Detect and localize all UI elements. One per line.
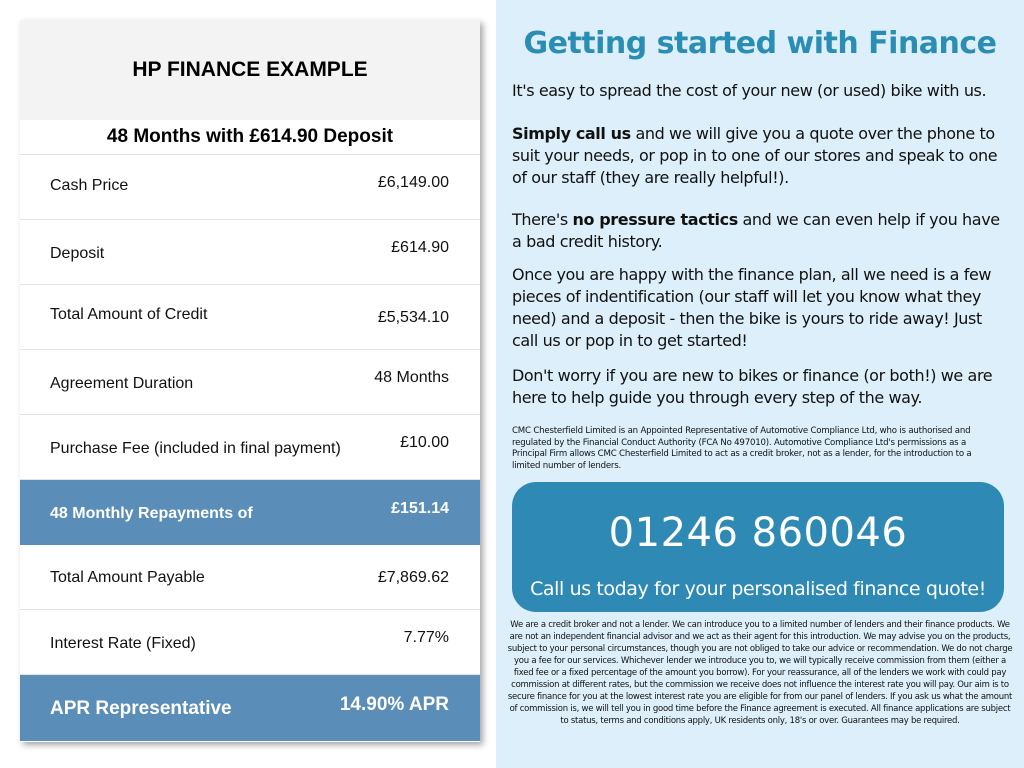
no-pressure-start: There's <box>512 210 573 229</box>
row-value: 14.90% APR <box>339 694 449 715</box>
row-label: Total Amount of Credit <box>50 306 208 323</box>
row-interest-rate <box>20 610 480 675</box>
call-us-paragraph <box>512 123 1012 189</box>
finance-plan-paragraph: Once you are happy with the finance plan, all we need is a few pieces of indentification (our staff will let you know what they need) and a deposit - then the bike is yours to ride away! Just call us or pop in to get started! <box>512 265 992 350</box>
call-us-box[interactable] <box>512 482 1004 612</box>
row-deposit <box>20 220 480 285</box>
finance-example-subtitle: 48 Months with £614.90 Deposit <box>20 120 480 155</box>
row-label: Deposit <box>50 245 105 262</box>
no-pressure-text: and we can even help if you have a bad credit history. <box>512 210 1000 251</box>
call-us-bold: Simply call us <box>512 124 631 143</box>
row-value: 7.77% <box>403 629 449 646</box>
call-to-action: Call us today for your personalised finance quote! <box>530 578 986 600</box>
row-label: Purchase Fee (included in final payment) <box>50 440 341 457</box>
row-value: £5,534.10 <box>377 309 449 326</box>
credit-broker-disclaimer: We are a credit broker and not a lender. We can introduce you to a limited number of lenders and their finance products. We are not an independent financial advisor and we act as their agent for this introduction. We may advise you on the products, subject to your personal circumstances, though you are not obliged to take our advice or recommendation. We do not charge you a fee for our services. Whichever lender we introduce you to, we will typically receive commission from them (either a fixed fee or a fixed percentage of the amount you borrow). For your reassurance, all of the lenders we work with could pay commission at different rates, but the commission we receive does not influence the interest rate you will pay. Our aim is to secure finance for you at the lowest interest rate you are eligible for from our panel of lenders. If you ask us what the amount of commission is, we will tell you in good time before the Finance agreement is executed. All finance applications are subject to status, terms and conditions apply, UK residents only, 18's or over. Guarantees may be required. <box>507 620 1013 726</box>
row-cash-price <box>20 155 480 220</box>
phone-number[interactable]: 01246 860046 <box>608 510 908 556</box>
no-pressure-paragraph <box>512 209 1012 253</box>
row-label: Total Amount Payable <box>50 569 205 586</box>
finance-example-card <box>20 20 480 742</box>
finance-example-title: HP FINANCE EXAMPLE <box>20 20 480 120</box>
row-value: £614.90 <box>391 239 449 256</box>
row-label: APR Representative <box>50 698 232 719</box>
row-label: Agreement Duration <box>50 375 194 392</box>
row-value: 48 Months <box>374 369 449 386</box>
row-monthly-repayments <box>20 480 480 545</box>
row-total-payable <box>20 545 480 610</box>
row-value: £151.14 <box>391 499 449 517</box>
row-value: £6,149.00 <box>377 174 449 191</box>
row-value: £10.00 <box>400 434 449 451</box>
call-us-text: and we will give you a quote over the phone to suit your needs, or pop in to one of our stores and speak to one of our staff (they are really helpful!). <box>512 124 998 187</box>
row-label: Interest Rate (Fixed) <box>50 635 196 652</box>
no-pressure-bold: no pressure tactics <box>572 210 738 229</box>
row-purchase-fee <box>20 415 480 480</box>
row-value: £7,869.62 <box>377 569 449 586</box>
finance-info-panel <box>496 0 1024 768</box>
reassurance-paragraph: Don't worry if you are new to bikes or finance (or both!) we are here to help guide you through every step of the way. <box>512 366 993 407</box>
row-label: 48 Monthly Repayments of <box>50 504 253 522</box>
regulatory-notice: CMC Chesterfield Limited is an Appointed Representative of Automotive Compliance Ltd, who is authorised and regulated by the Financial Conduct Authority (FCA No 497010). Automotive Compliance Ltd's permissions as a Principal Firm allows CMC Chesterfield Limited to act as a credit broker, not as a lender, for the introduction to a limited number of lenders. <box>512 426 972 471</box>
row-total-credit <box>20 285 480 350</box>
intro-paragraph: It's easy to spread the cost of your new (or used) bike with us. <box>512 81 987 100</box>
row-agreement-duration <box>20 350 480 415</box>
row-apr-representative <box>20 675 480 741</box>
info-title: Getting started with Finance <box>523 26 997 61</box>
row-label: Cash Price <box>50 177 129 194</box>
